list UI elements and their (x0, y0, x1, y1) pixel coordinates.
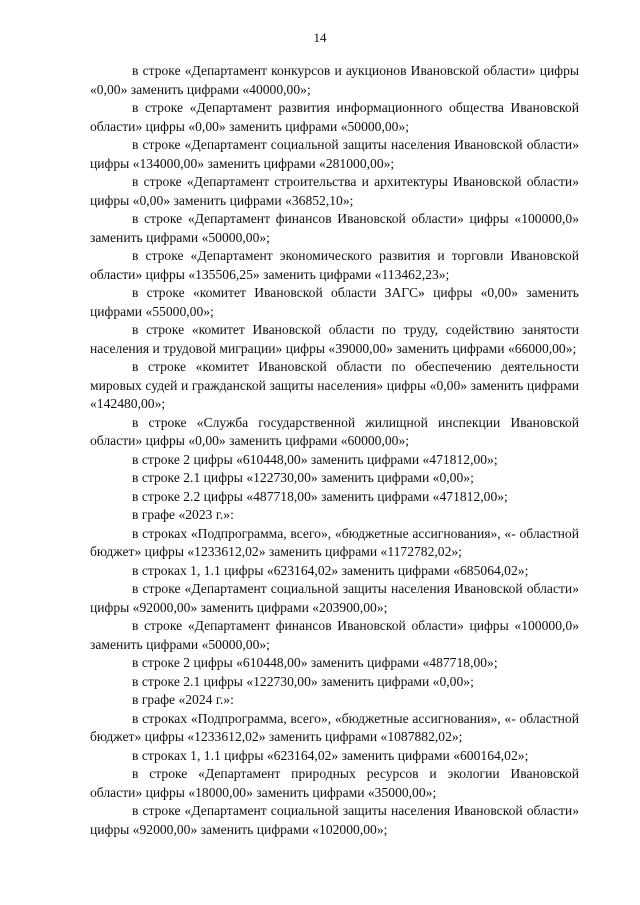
paragraph: в строке «комитет Ивановской области по труду, содействию занятости населения и трудовой миграции» цифры «39000,00» заменить цифрами «66000,00»; (90, 322, 579, 356)
paragraph: в строке «Служба государственной жилищной инспекции Ивановской области» цифры «0,00» заменить цифрами «60000,00»; (90, 414, 579, 448)
paragraph: в графе «2024 г.»: (132, 692, 234, 707)
paragraph: в строке «Департамент строительства и архитектуры Ивановской области» цифры «0,00» заменить цифрами «36852,10»; (90, 174, 579, 208)
paragraph: в строке 2 цифры «610448,00» заменить цифрами «471812,00»; (132, 451, 498, 467)
page-number: 14 (313, 30, 327, 45)
paragraph: в строке «Департамент социальной защиты населения Ивановской области» цифры «134000,00» заменить цифрами «281000,00»; (90, 137, 579, 171)
paragraph: в строках «Подпрограмма, всего», «бюджетные ассигнования», «- областной бюджет» цифры «1233612,02» заменить цифрами «1087882,02»; (90, 710, 579, 744)
paragraph: в строках «Подпрограмма, всего», «бюджетные ассигнования», «- областной бюджет» цифры «1233612,02» заменить цифрами «1172782,02»; (90, 525, 579, 559)
paragraph: в строке «Департамент конкурсов и аукционов Ивановской области» цифры «0,00» заменить цифрами «40000,00»; (90, 63, 579, 97)
paragraph: в строке 2.1 цифры «122730,00» заменить цифрами «0,00»; (132, 673, 474, 689)
paragraph: в строке «комитет Ивановской области по обеспечению деятельности мировых судей и гражданской защиты населения» цифры «0,00» заменить цифрами «142480,00»; (90, 359, 579, 411)
paragraph: в строке 2.2 цифры «487718,00» заменить цифрами «471812,00»; (132, 488, 508, 504)
paragraph: в строке «Департамент финансов Ивановской области» цифры «100000,0» заменить цифрами «50000,00»; (90, 618, 579, 652)
paragraph: в графе «2023 г.»: (132, 507, 234, 522)
document-body (90, 62, 579, 839)
paragraph: в строке «Департамент развития информационного общества Ивановской области» цифры «0,00» заменить цифрами «50000,00»; (90, 100, 579, 134)
paragraph: в строке «Департамент природных ресурсов и экологии Ивановской области» цифры «18000,00» заменить цифрами «35000,00»; (90, 766, 579, 800)
paragraph: в строках 1, 1.1 цифры «623164,02» заменить цифрами «685064,02»; (132, 562, 529, 578)
paragraph: в строке «Департамент финансов Ивановской области» цифры «100000,0» заменить цифрами «50000,00»; (90, 211, 579, 245)
paragraph: в строке 2.1 цифры «122730,00» заменить цифрами «0,00»; (132, 470, 474, 485)
paragraph: в строке «Департамент социальной защиты населения Ивановской области» цифры «92000,00» заменить цифрами «203900,00»; (90, 581, 579, 615)
paragraph: в строке «Департамент социальной защиты населения Ивановской области» цифры «92000,00» заменить цифрами «102000,00»; (90, 803, 579, 837)
paragraph: в строке «Департамент экономического развития и торговли Ивановской области» цифры «135506,25» заменить цифрами «113462,23»; (90, 248, 579, 282)
paragraph: в строках 1, 1.1 цифры «623164,02» заменить цифрами «600164,02»; (132, 747, 529, 763)
paragraph: в строке «комитет Ивановской области ЗАГС» цифры «0,00» заменить цифрами «55000,00»; (90, 285, 579, 319)
paragraph: в строке 2 цифры «610448,00» заменить цифрами «487718,00»; (132, 655, 498, 670)
